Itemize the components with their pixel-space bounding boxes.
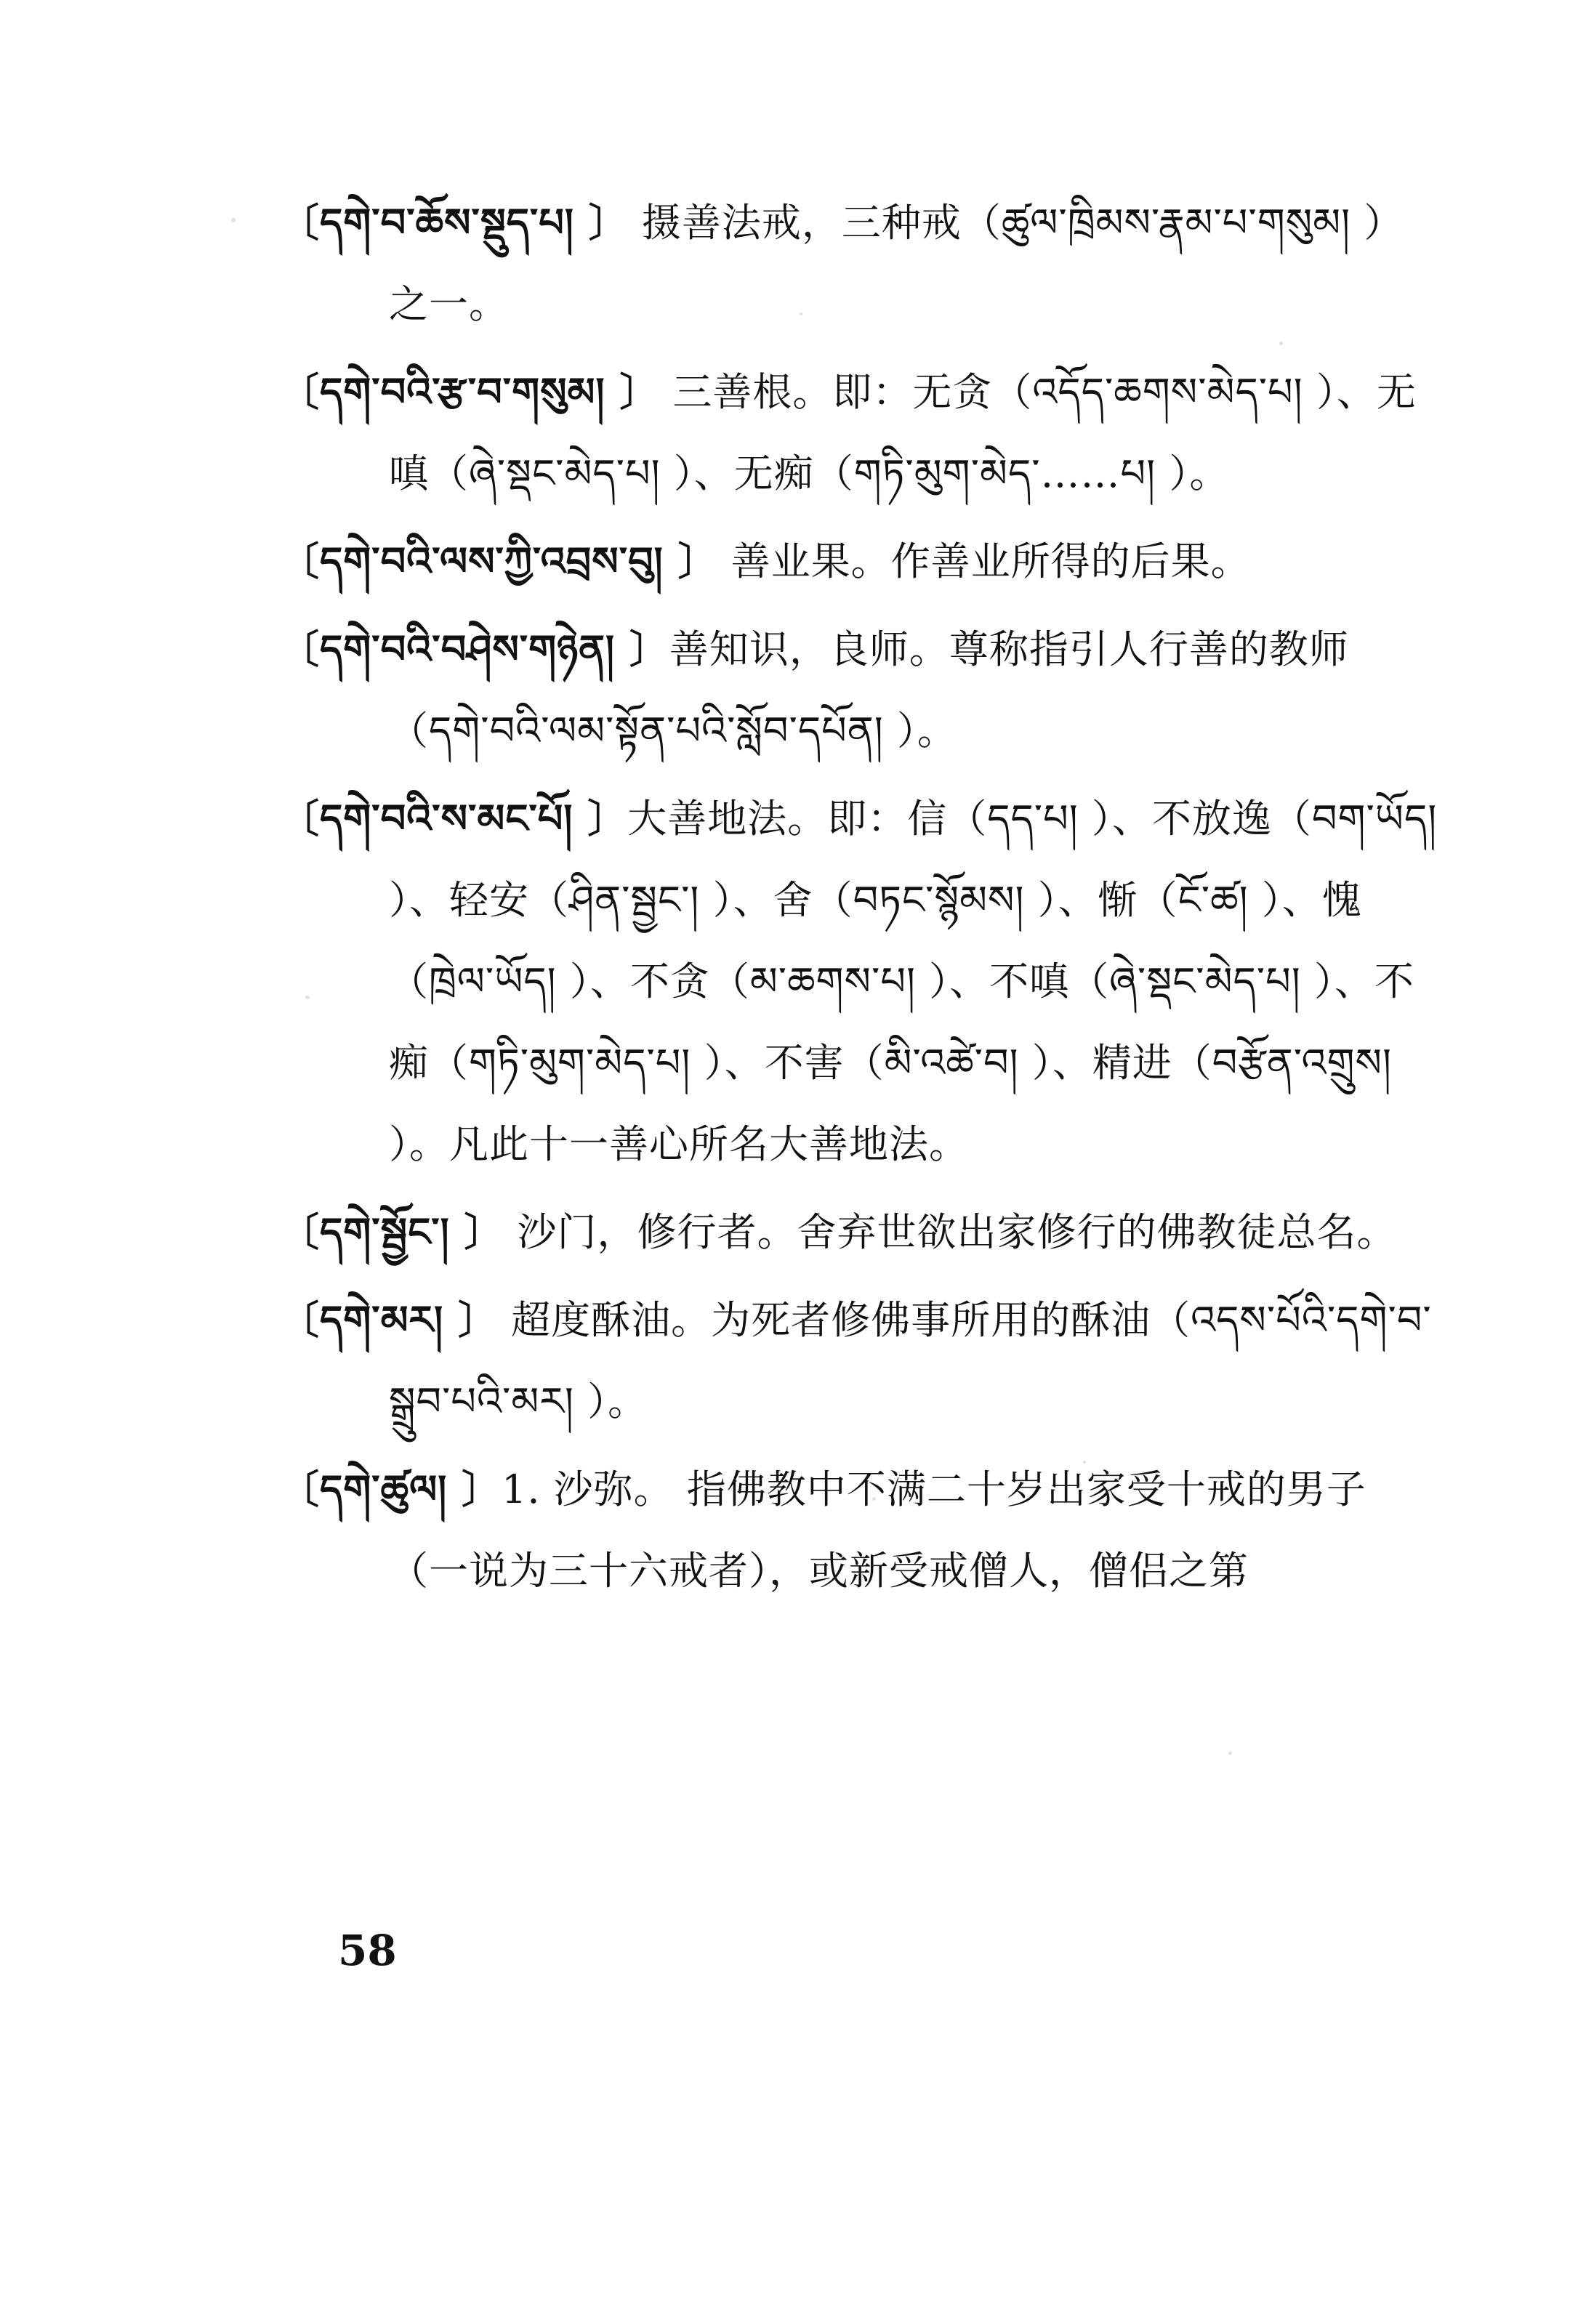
scan-speck <box>872 1497 876 1501</box>
entry-definition: 摄善法戒，三种戒（ཚུལ་ཁྲིམས་རྣམ་པ་གསུམ། ）之一。 <box>389 200 1404 327</box>
dictionary-entry <box>280 1279 1443 1443</box>
entry-definition: 大善地法。即：信（དད་པ། ）、不放逸（བག་ཡོད། ）、轻安（ཤིན་སྦྱང་། ）、舍（བཏང་སྙོམས། ）、惭（ངོ་ཚ། ）、愧（ཁྲེལ་ཡོད། ）、不贪（མ་ཆགས་པ། ）、不嗔（ཞེ་སྡང་མེད་པ། ）、不痴（གཏི་མུག་མེད་པ། ）、不害（མི་འཚེ་བ། ）、精进（བརྩོན་འགྲུས། ）。凡此十一善心所名大善地法。 <box>389 796 1438 1167</box>
entry-headword: 〔དགེ་བའི་ལས་ཀྱི་འབྲས་བུ། 〕 <box>280 538 718 584</box>
entry-definition: 1. 沙弥。 指佛教中不满二十岁出家受十戒的男子（一说为三十六戒者），或新受戒僧人，僧侣之第 <box>389 1466 1366 1594</box>
dictionary-column <box>280 182 1443 1618</box>
entry-definition: 善业果。作善业所得的后果。 <box>717 538 1251 584</box>
entry-definition: 沙门，修行者。舍弃世欲出家修行的佛教徒总名。 <box>504 1209 1397 1255</box>
entry-definition: 超度酥油。为死者修佛事所用的酥油（འདས་པོའི་དགེ་བ་སྒྲུབ་པའི་མར། ）。 <box>389 1297 1432 1424</box>
entry-headword: 〔དགེ་བའི་བཤེས་གཉེན། 〕 <box>280 626 669 672</box>
entry-definition: 三善根。即：无贪（འདོད་ཆགས་མེད་པ། ）、无嗔（ཞེ་སྡང་མེད་པ། ）、无痴（གཏི་མུག་མེད་……པ། ）。 <box>389 369 1417 496</box>
entry-headword: 〔དགེ་བའི་རྩ་བ་གསུམ། 〕 <box>280 368 660 415</box>
scan-speck <box>1083 1461 1086 1464</box>
dictionary-entry <box>280 1191 1443 1273</box>
entry-definition: 善知识，良师。尊称指引人行善的教师（དགེ་བའི་ལམ་སྟོན་པའི་སློབ་དཔོན། ）。 <box>389 626 1349 754</box>
scan-speck <box>800 312 802 315</box>
page-number: 58 <box>338 1926 397 1975</box>
entry-headword: 〔དགེ་སྦྱོང་། 〕 <box>280 1209 504 1255</box>
dictionary-entry <box>280 182 1443 345</box>
entry-headword: 〔དགེ་བའི་ས་མང་པོ། 〕 <box>280 795 628 842</box>
scan-speck <box>1279 342 1283 345</box>
dictionary-entry <box>280 778 1443 1185</box>
scan-speck <box>1228 1751 1232 1755</box>
scan-speck <box>231 218 236 222</box>
entry-headword: 〔དགེ་ཚུལ། 〕 <box>280 1466 502 1512</box>
entry-headword: 〔དགེ་བ་ཆོས་སྡུད་པ། 〕 <box>280 199 629 246</box>
dictionary-entry <box>280 608 1443 772</box>
dictionary-entry <box>280 520 1443 602</box>
dictionary-entry <box>280 351 1443 515</box>
entry-headword: 〔དགེ་མར། 〕 <box>280 1296 498 1343</box>
dictionary-entry <box>280 1448 1443 1612</box>
scan-speck <box>305 996 310 999</box>
